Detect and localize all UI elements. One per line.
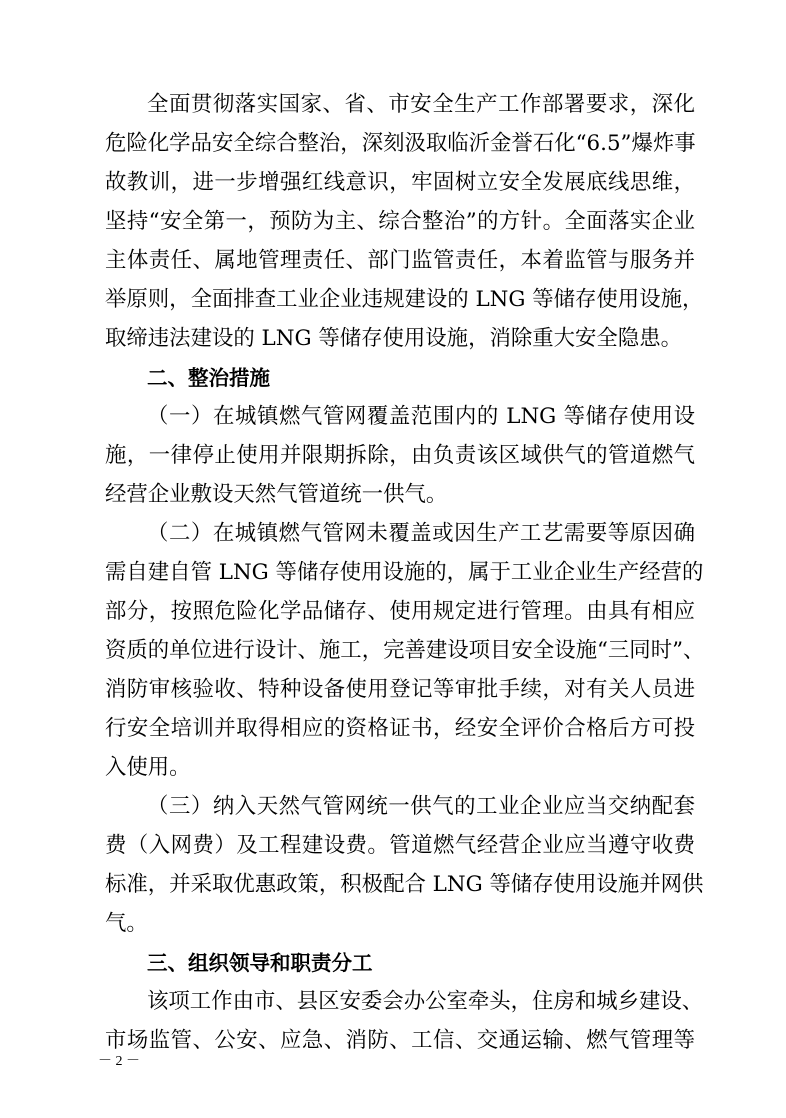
paragraph-line: 经营企业敷设天然气管道统一供气。 xyxy=(105,482,448,507)
paragraph-line: 故教训，进一步增强红线意识，牢固树立安全发展底线思维， xyxy=(105,170,695,195)
paragraph-line: 危险化学品安全综合整治，深刻汲取临沂金誉石化“6.5”爆炸事 xyxy=(105,131,696,156)
paragraph-line: 市场监管、公安、应急、消防、工信、交通运输、燃气管理等 xyxy=(105,1028,695,1053)
paragraph-line: 气。 xyxy=(105,911,148,936)
section-heading: 三、组织领导和职责分工 xyxy=(147,951,373,975)
paragraph-line: （三）纳入天然气管网统一供气的工业企业应当交纳配套 xyxy=(147,794,695,819)
paragraph-line: （二）在城镇燃气管网未覆盖或因生产工艺需要等原因确 xyxy=(147,521,695,546)
paragraph-line: 部分，按照危险化学品储存、使用规定进行管理。由具有相应 xyxy=(105,599,695,624)
paragraph-line: （一）在城镇燃气管网覆盖范围内的 LNG 等储存使用设 xyxy=(147,404,695,429)
paragraph-line: 该项工作由市、县区安委会办公室牵头，住房和城乡建设、 xyxy=(147,989,704,1014)
paragraph-line: 举原则，全面排查工业企业违规建设的 LNG 等储存使用设施， xyxy=(105,287,704,312)
paragraph-line: 施，一律停止使用并限期拆除，由负责该区域供气的管道燃气 xyxy=(105,443,695,468)
paragraph-line: 取缔违法建设的 LNG 等储存使用设施，消除重大安全隐患。 xyxy=(105,326,682,351)
paragraph-line: 全面贯彻落实国家、省、市安全生产工作部署要求，深化 xyxy=(147,92,695,117)
paragraph-line: 入使用。 xyxy=(105,755,191,780)
paragraph-line: 行安全培训并取得相应的资格证书，经安全评价合格后方可投 xyxy=(105,716,695,741)
paragraph-line: 资质的单位进行设计、施工，完善建设项目安全设施“三同时”、 xyxy=(105,638,705,663)
section-heading: 二、整治措施 xyxy=(147,366,270,390)
paragraph-line: 需自建自管 LNG 等储存使用设施的，属于工业企业生产经营的 xyxy=(105,560,704,585)
paragraph-line: 消防审核验收、特种设备使用登记等审批手续，对有关人员进 xyxy=(105,677,695,702)
paragraph-line: 主体责任、属地管理责任、部门监管责任，本着监管与服务并 xyxy=(105,248,695,273)
page-number: － 2 － xyxy=(98,1054,140,1069)
paragraph-line: 标准，并采取优惠政策，积极配合 LNG 等储存使用设施并网供 xyxy=(105,872,704,897)
paragraph-line: 坚持“安全第一，预防为主、综合整治”的方针。全面落实企业 xyxy=(105,209,695,234)
paragraph-line: 费（入网费）及工程建设费。管道燃气经营企业应当遵守收费 xyxy=(105,833,695,858)
